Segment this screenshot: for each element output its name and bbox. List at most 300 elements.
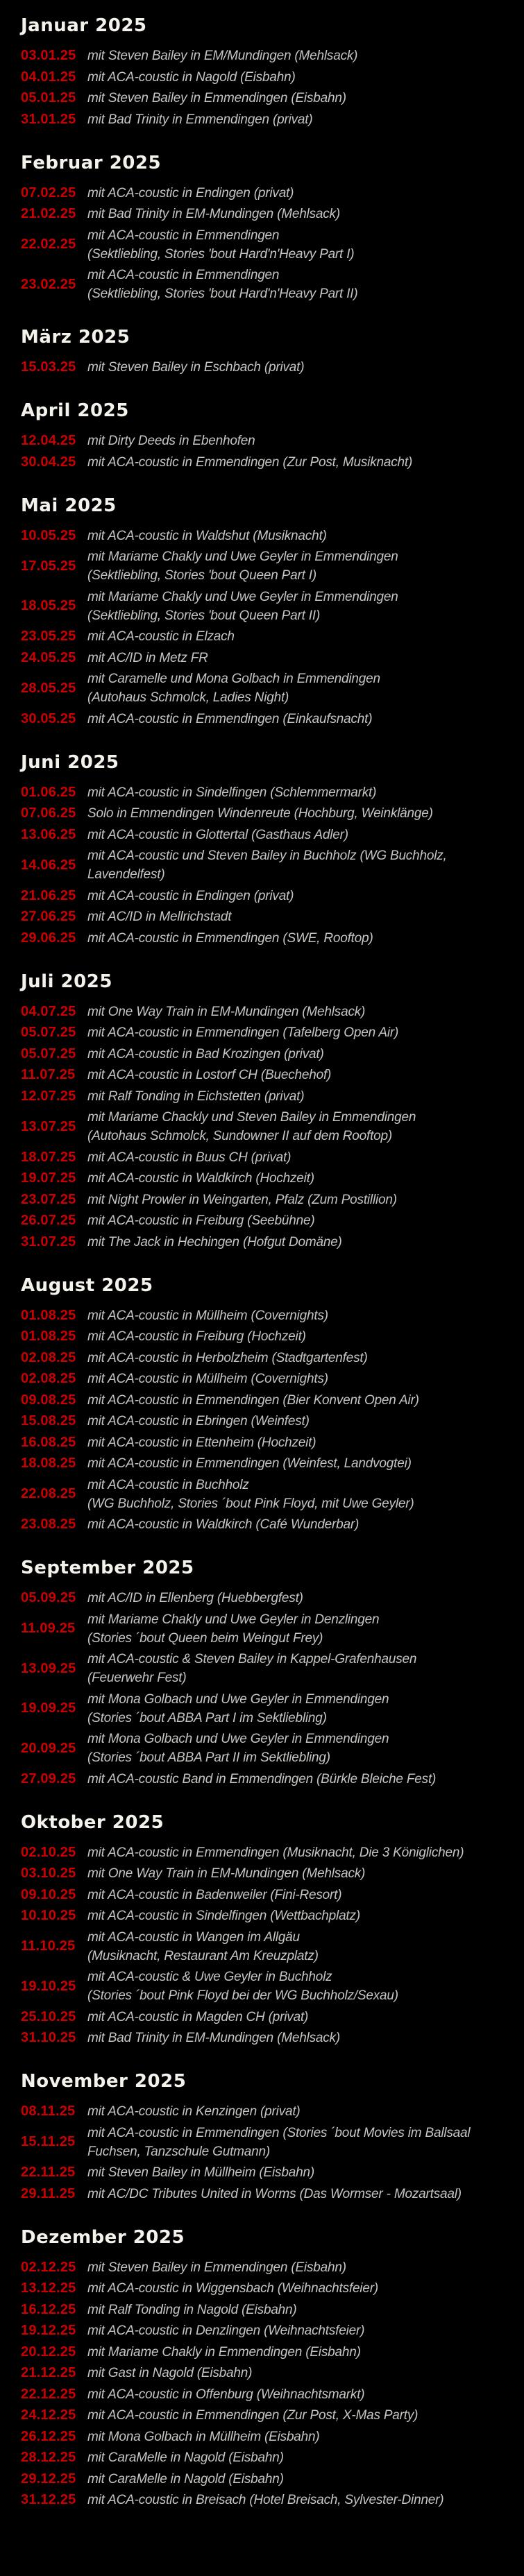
- event-line: mit ACA-coustic in Emmendingen (Zur Post, X-Mas Party): [87, 2408, 419, 2423]
- event-line: mit Steven Bailey in Müllheim (Eisbahn): [87, 2165, 314, 2180]
- event-line: (Stories ´bout ABBA Part II im Sektliebling): [87, 1750, 330, 1765]
- event-line: mit Ralf Tonding in Eichstetten (privat): [87, 1089, 305, 1104]
- event-line: mit ACA-coustic in Emmendingen: [87, 228, 280, 243]
- event-line: mit ACA-coustic in Sindelfingen (Wettbachplatz): [87, 1909, 360, 1923]
- event-text: [87, 1148, 517, 1167]
- event-line: mit ACA-coustic in Müllheim (Covernights): [87, 1372, 328, 1386]
- event-row: [21, 627, 517, 646]
- event-text: [87, 710, 517, 728]
- month-section: [21, 971, 517, 1252]
- event-text: [87, 2321, 517, 2340]
- event-date: 19.10.25: [21, 1978, 76, 1994]
- event-text: [87, 2428, 517, 2446]
- event-row: [21, 1928, 517, 1965]
- event-date: 24.12.25: [21, 2407, 76, 2423]
- event-line: (Autohaus Schmolck, Ladies Night): [87, 690, 289, 705]
- event-text: [87, 266, 517, 303]
- event-line: (Feuerwehr Fest): [87, 1671, 187, 1685]
- event-line: mit Bad Trinity in EM-Mundingen (Mehlsack): [87, 2031, 340, 2045]
- event-text: [87, 2364, 517, 2382]
- event-row: [21, 2029, 517, 2047]
- event-line: mit ACA-coustic in Herbolzheim (Stadtgartenfest): [87, 1350, 368, 1365]
- event-row: [21, 1968, 517, 2005]
- event-line: mit ACA-coustic in Ebringen (Weinfest): [87, 1414, 310, 1428]
- event-line: mit ACA-coustic & Steven Bailey in Kappel-Grafenhausen: [87, 1652, 417, 1666]
- event-row: [21, 1650, 517, 1687]
- event-text: [87, 588, 517, 625]
- event-row: [21, 1191, 517, 1209]
- event-row: [21, 783, 517, 802]
- event-row: [21, 588, 517, 625]
- event-text: [87, 627, 517, 646]
- event-row: [21, 1433, 517, 1452]
- event-line: mit ACA-coustic in Ettenheim (Hochzeit): [87, 1435, 316, 1450]
- event-date: 10.05.25: [21, 527, 76, 543]
- event-line: mit Mariame Chakly und Uwe Geyler in Denzlingen: [87, 1612, 380, 1627]
- event-date: 01.08.25: [21, 1307, 76, 1323]
- event-text: [87, 1730, 517, 1767]
- event-row: [21, 2428, 517, 2446]
- event-row: [21, 2185, 517, 2203]
- event-text: [87, 2301, 517, 2319]
- event-row: [21, 1003, 517, 1021]
- event-text: [87, 432, 517, 450]
- event-date: 31.07.25: [21, 1234, 76, 1249]
- event-line: mit ACA-coustic in Emmendingen (Bier Konvent Open Air): [87, 1392, 419, 1408]
- event-line: (Stories ´bout Pink Floyd bei der WG Buchholz/Sexau): [87, 1988, 398, 2003]
- event-text: [87, 1087, 517, 1106]
- event-line: mit The Jack in Hechingen (Hofgut Domäne): [87, 1234, 342, 1249]
- event-row: [21, 205, 517, 223]
- event-line: Solo in Emmendingen Windenreute (Hochburg, Weinklänge): [87, 806, 433, 821]
- event-row: [21, 1610, 517, 1648]
- event-row: [21, 887, 517, 905]
- event-text: [87, 1690, 517, 1728]
- event-row: [21, 1843, 517, 1862]
- event-line: (Sektliebling, Stories 'bout Hard'n'Heavy Part I): [87, 246, 355, 262]
- event-row: [21, 2008, 517, 2027]
- event-date: 27.06.25: [21, 909, 76, 924]
- event-text: [87, 1233, 517, 1252]
- month-heading: Februar 2025: [21, 152, 162, 173]
- event-text: [87, 804, 517, 823]
- event-line: mit ACA-coustic in Wangen im Allgäu: [87, 1929, 300, 1945]
- event-line: mit ACA-coustic in Müllheim (Covernights): [87, 1308, 328, 1323]
- event-list: [21, 1843, 517, 2048]
- event-date: 08.11.25: [21, 2104, 76, 2119]
- event-date: 13.07.25: [21, 1118, 76, 1134]
- event-list: [21, 527, 517, 728]
- event-text: [87, 907, 517, 926]
- event-row: [21, 1233, 517, 1252]
- event-text: [87, 68, 517, 87]
- event-line: mit ACA-coustic in Magden CH (privat): [87, 2009, 309, 2024]
- event-line: mit ACA-coustic in Emmendingen: [87, 268, 280, 282]
- event-date: 18.05.25: [21, 598, 76, 613]
- event-line: mit Mona Golbach und Uwe Geyler in Emmendingen: [87, 1691, 389, 1707]
- event-row: [21, 1589, 517, 1607]
- event-date: 04.01.25: [21, 69, 76, 85]
- event-row: [21, 1476, 517, 1513]
- event-text: [87, 1907, 517, 1925]
- month-section: [21, 1558, 517, 1789]
- event-date: 19.12.25: [21, 2323, 76, 2338]
- event-text: [87, 2448, 517, 2467]
- event-date: 31.10.25: [21, 2030, 76, 2045]
- event-date: 03.01.25: [21, 48, 76, 63]
- event-date: 21.06.25: [21, 887, 76, 903]
- event-date: 05.07.25: [21, 1046, 76, 1061]
- event-line: mit ACA-coustic in Waldkirch (Café Wunderbar): [87, 1517, 360, 1532]
- event-row: [21, 929, 517, 948]
- event-date: 02.08.25: [21, 1371, 76, 1386]
- event-text: [87, 2470, 517, 2489]
- event-list: [21, 1003, 517, 1252]
- event-row: [21, 1108, 517, 1145]
- event-text: [87, 1864, 517, 1883]
- event-line: mit Gast in Nagold (Eisbahn): [87, 2366, 253, 2380]
- event-text: [87, 1433, 517, 1452]
- month-section: [21, 400, 517, 472]
- event-text: [87, 1108, 517, 1145]
- event-line: mit One Way Train in EM-Mundingen (Mehlsack): [87, 1004, 366, 1019]
- month-section: [21, 2227, 517, 2510]
- event-row: [21, 68, 517, 87]
- event-line: mit Mariame Chakly in Emmendingen (Eisbahn): [87, 2344, 361, 2360]
- event-line: (Sektliebling, Stories 'bout Queen Part I): [87, 568, 317, 583]
- event-date: 11.09.25: [21, 1621, 76, 1636]
- event-text: [87, 887, 517, 905]
- event-line: (Sektliebling, Stories 'bout Hard'n'Heavy Part II): [87, 287, 358, 301]
- month-heading: Oktober 2025: [21, 1811, 164, 1833]
- event-line: mit AC/ID in Ellenberg (Huebbergfest): [87, 1591, 303, 1605]
- event-date: 16.08.25: [21, 1434, 76, 1450]
- event-text: [87, 826, 517, 844]
- event-text: [87, 1454, 517, 1473]
- event-row: [21, 453, 517, 472]
- event-list: [21, 2258, 517, 2510]
- event-line: mit ACA-coustic und Steven Bailey in Buchholz (WG Buchholz,: [87, 848, 447, 863]
- event-row: [21, 1515, 517, 1534]
- event-text: [87, 1886, 517, 1904]
- event-date: 02.08.25: [21, 1349, 76, 1365]
- event-date: 29.06.25: [21, 930, 76, 946]
- event-date: 30.05.25: [21, 710, 76, 726]
- event-row: [21, 226, 517, 264]
- event-line: Lavendelfest): [87, 867, 165, 882]
- event-line: mit One Way Train in EM-Mundingen (Mehlsack): [87, 1866, 366, 1881]
- event-date: 15.03.25: [21, 359, 76, 375]
- event-line: mit CaraMelle in Nagold (Eisbahn): [87, 2450, 284, 2465]
- event-row: [21, 110, 517, 129]
- event-text: [87, 89, 517, 108]
- event-text: [87, 1610, 517, 1648]
- event-row: [21, 2163, 517, 2182]
- event-text: [87, 1476, 517, 1513]
- event-line: mit ACA-coustic in Wiggensbach (Weihnachtsfeier): [87, 2281, 378, 2296]
- event-text: [87, 1370, 517, 1388]
- event-text: [87, 1391, 517, 1410]
- event-line: mit AC/DC Tributes United in Worms (Das Wormser - Mozartsaal): [87, 2186, 462, 2201]
- event-text: [87, 2279, 517, 2298]
- event-date: 15.08.25: [21, 1413, 76, 1428]
- event-text: [87, 1306, 517, 1325]
- event-line: mit Mariame Chakly und Uwe Geyler in Emmendingen: [87, 589, 398, 604]
- event-row: [21, 826, 517, 844]
- event-row: [21, 266, 517, 303]
- event-line: mit ACA-coustic in Freiburg (Seebühne): [87, 1213, 315, 1228]
- event-text: [87, 1843, 517, 1862]
- event-line: mit Mariame Chakly und Uwe Geyler in Emmendingen: [87, 549, 398, 564]
- month-section: [21, 1812, 517, 2048]
- month-section: [21, 153, 517, 304]
- month-heading: November 2025: [21, 2071, 187, 2092]
- event-text: [87, 1066, 517, 1084]
- event-line: mit Dirty Deeds in Ebenhofen: [87, 434, 255, 448]
- event-list: [21, 1306, 517, 1535]
- event-line: mit ACA-coustic in Elzach: [87, 629, 235, 644]
- event-date: 11.07.25: [21, 1067, 76, 1082]
- event-date: 04.07.25: [21, 1003, 76, 1019]
- event-line: (Stories ´bout Queen beim Weingut Frey): [87, 1630, 323, 1646]
- event-date: 02.10.25: [21, 1844, 76, 1860]
- event-date: 23.08.25: [21, 1517, 76, 1532]
- event-list: [21, 1589, 517, 1789]
- event-date: 21.12.25: [21, 2365, 76, 2380]
- event-row: [21, 2258, 517, 2277]
- event-date: 27.09.25: [21, 1771, 76, 1786]
- event-date: 07.02.25: [21, 185, 76, 201]
- event-date: 01.08.25: [21, 1329, 76, 1344]
- event-line: mit ACA-coustic in Endingen (privat): [87, 888, 294, 903]
- event-date: 31.12.25: [21, 2492, 76, 2507]
- event-date: 29.11.25: [21, 2185, 76, 2201]
- event-text: [87, 1211, 517, 1230]
- event-text: [87, 1770, 517, 1789]
- event-line: mit ACA-coustic in Badenweiler (Fini-Resort): [87, 1887, 342, 1902]
- event-date: 26.07.25: [21, 1213, 76, 1228]
- event-line: (Stories ´bout ABBA Part I im Sektliebling): [87, 1710, 327, 1725]
- event-row: [21, 1349, 517, 1367]
- event-row: [21, 1770, 517, 1789]
- event-date: 21.02.25: [21, 206, 76, 221]
- event-date: 17.05.25: [21, 558, 76, 574]
- event-list: [21, 184, 517, 304]
- month-heading: Juli 2025: [21, 971, 112, 992]
- event-line: mit ACA-coustic in Emmendingen (SWE, Rooftop): [87, 930, 373, 946]
- event-text: [87, 2185, 517, 2203]
- event-row: [21, 1066, 517, 1084]
- event-line: mit Bad Trinity in EM-Mundingen (Mehlsack): [87, 207, 340, 221]
- month-heading: Juni 2025: [21, 751, 119, 773]
- event-line: mit CaraMelle in Nagold (Eisbahn): [87, 2471, 284, 2487]
- event-line: mit Mona Golbach und Uwe Geyler in Emmendingen: [87, 1732, 389, 1746]
- event-date: 05.01.25: [21, 90, 76, 105]
- event-date: 24.05.25: [21, 649, 76, 665]
- event-text: [87, 1327, 517, 1346]
- event-line: mit ACA-coustic in Emmendingen (Zur Post, Musiknacht): [87, 454, 413, 470]
- event-list: [21, 2102, 517, 2203]
- event-date: 23.05.25: [21, 629, 76, 644]
- event-date: 09.08.25: [21, 1392, 76, 1408]
- event-text: [87, 1023, 517, 1042]
- event-row: [21, 846, 517, 884]
- month-heading: August 2025: [21, 1274, 153, 1296]
- event-row: [21, 1023, 517, 1042]
- event-line: (WG Buchholz, Stories ´bout Pink Floyd, mit Uwe Geyler): [87, 1496, 414, 1511]
- event-text: [87, 649, 517, 667]
- event-text: [87, 1515, 517, 1534]
- event-line: mit Steven Bailey in Eschbach (privat): [87, 360, 305, 375]
- event-text: [87, 1589, 517, 1607]
- event-row: [21, 2321, 517, 2340]
- event-date: 26.12.25: [21, 2428, 76, 2444]
- event-text: [87, 1650, 517, 1687]
- event-date: 05.09.25: [21, 1590, 76, 1605]
- event-row: [21, 907, 517, 926]
- event-text: [87, 2029, 517, 2047]
- event-row: [21, 2301, 517, 2319]
- event-date: 13.09.25: [21, 1660, 76, 1676]
- event-line: mit Mona Golbach in Müllheim (Eisbahn): [87, 2429, 320, 2444]
- event-line: (Sektliebling, Stories 'bout Queen Part II): [87, 608, 321, 623]
- event-line: mit ACA-coustic in Emmendingen (Einkaufsnacht): [87, 711, 373, 726]
- event-text: [87, 2258, 517, 2277]
- event-row: [21, 1327, 517, 1346]
- event-text: [87, 929, 517, 948]
- event-row: [21, 358, 517, 377]
- event-text: [87, 669, 517, 707]
- event-text: [87, 783, 517, 802]
- event-date: 20.09.25: [21, 1740, 76, 1756]
- event-row: [21, 89, 517, 108]
- event-text: [87, 2343, 517, 2362]
- month-heading: Mai 2025: [21, 495, 117, 516]
- event-row: [21, 1412, 517, 1431]
- month-section: [21, 2071, 517, 2203]
- month-section: [21, 327, 517, 377]
- event-line: mit ACA-coustic in Sindelfingen (Schlemmermarkt): [87, 785, 377, 800]
- event-row: [21, 2102, 517, 2121]
- event-line: mit ACA-coustic in Kenzingen (privat): [87, 2104, 301, 2119]
- event-date: 15.11.25: [21, 2134, 76, 2149]
- event-line: mit ACA-coustic & Uwe Geyler in Buchholz: [87, 1970, 332, 1984]
- event-row: [21, 184, 517, 203]
- event-text: [87, 2385, 517, 2404]
- event-date: 05.07.25: [21, 1025, 76, 1040]
- event-row: [21, 46, 517, 65]
- event-line: mit ACA-coustic in Buchholz: [87, 1477, 249, 1492]
- event-line: mit ACA-coustic in Denzlingen (Weihnachtsfeier): [87, 2323, 365, 2338]
- event-text: [87, 1169, 517, 1188]
- event-text: [87, 2008, 517, 2027]
- event-row: [21, 1690, 517, 1728]
- event-date: 11.10.25: [21, 1938, 76, 1954]
- event-line: mit ACA-coustic Band in Emmendingen (Bürkle Bleiche Fest): [87, 1771, 437, 1786]
- month-section: [21, 15, 517, 129]
- event-line: mit ACA-coustic in Waldshut (Musiknacht): [87, 528, 327, 543]
- event-text: [87, 2124, 517, 2161]
- event-row: [21, 1864, 517, 1883]
- month-heading: Januar 2025: [21, 15, 147, 36]
- event-text: [87, 1191, 517, 1209]
- event-line: mit ACA-coustic in Emmendingen (Tafelberg Open Air): [87, 1025, 399, 1040]
- event-text: [87, 1349, 517, 1367]
- event-row: [21, 432, 517, 450]
- event-line: mit Caramelle und Mona Golbach in Emmendingen: [87, 672, 380, 686]
- event-text: [87, 2406, 517, 2425]
- event-line: mit Mariame Chackly und Steven Bailey in Emmendingen: [87, 1110, 416, 1125]
- event-text: [87, 226, 517, 264]
- month-section: [21, 752, 517, 948]
- event-line: mit Bad Trinity in Emmendingen (privat): [87, 112, 313, 127]
- event-line: mit ACA-coustic in Emmendingen (Stories ´bout Movies im Ballsaal: [87, 2125, 471, 2140]
- event-date: 10.10.25: [21, 1908, 76, 1923]
- event-line: mit Ralf Tonding in Nagold (Eisbahn): [87, 2302, 297, 2317]
- month-heading: Dezember 2025: [21, 2226, 185, 2248]
- event-row: [21, 547, 517, 585]
- event-text: [87, 46, 517, 65]
- event-date: 30.04.25: [21, 454, 76, 470]
- event-date: 23.07.25: [21, 1191, 76, 1207]
- event-date: 22.11.25: [21, 2165, 76, 2180]
- event-date: 22.02.25: [21, 237, 76, 252]
- event-line: (Musiknacht, Restaurant Am Kreuzplatz): [87, 1948, 319, 1963]
- event-row: [21, 527, 517, 545]
- event-row: [21, 669, 517, 707]
- event-text: [87, 547, 517, 585]
- event-date: 18.07.25: [21, 1149, 76, 1165]
- event-row: [21, 2470, 517, 2489]
- event-row: [21, 1148, 517, 1167]
- event-text: [87, 2163, 517, 2182]
- event-date: 02.12.25: [21, 2259, 76, 2275]
- event-row: [21, 1306, 517, 1325]
- event-text: [87, 846, 517, 884]
- event-line: (Autohaus Schmolck, Sundowner II auf dem Rooftop): [87, 1129, 393, 1143]
- event-line: mit ACA-coustic in Nagold (Eisbahn): [87, 69, 296, 85]
- event-line: mit Steven Bailey in Emmendingen (Eisbahn): [87, 2260, 346, 2275]
- event-line: mit ACA-coustic in Breisach (Hotel Breisach, Sylvester-Dinner): [87, 2493, 444, 2507]
- event-line: mit ACA-coustic in Waldkirch (Hochzeit): [87, 1171, 314, 1186]
- month-section: [21, 495, 517, 728]
- event-row: [21, 710, 517, 728]
- event-line: mit AC/ID in Metz FR: [87, 650, 208, 665]
- event-line: mit ACA-coustic in Freiburg (Hochzeit): [87, 1329, 306, 1344]
- event-line: mit Steven Bailey in EM/Mundingen (Mehlsack): [87, 49, 358, 63]
- event-row: [21, 1391, 517, 1410]
- event-date: 18.08.25: [21, 1456, 76, 1471]
- event-date: 20.12.25: [21, 2344, 76, 2360]
- event-row: [21, 2448, 517, 2467]
- event-text: [87, 1928, 517, 1965]
- event-text: [87, 527, 517, 545]
- event-list: [21, 358, 517, 377]
- event-date: 31.01.25: [21, 111, 76, 127]
- event-row: [21, 1211, 517, 1230]
- event-line: mit ACA-coustic in Emmendingen (Weinfest, Landvogtei): [87, 1456, 412, 1471]
- event-line: mit ACA-coustic in Lostorf CH (Buechehof): [87, 1068, 332, 1082]
- event-row: [21, 2279, 517, 2298]
- event-date: 14.06.25: [21, 857, 76, 873]
- event-row: [21, 1730, 517, 1767]
- event-line: mit ACA-coustic in Endingen (privat): [87, 185, 294, 201]
- event-text: [87, 1412, 517, 1431]
- event-date: 29.12.25: [21, 2471, 76, 2487]
- event-date: 13.12.25: [21, 2280, 76, 2296]
- event-row: [21, 2385, 517, 2404]
- event-row: [21, 2343, 517, 2362]
